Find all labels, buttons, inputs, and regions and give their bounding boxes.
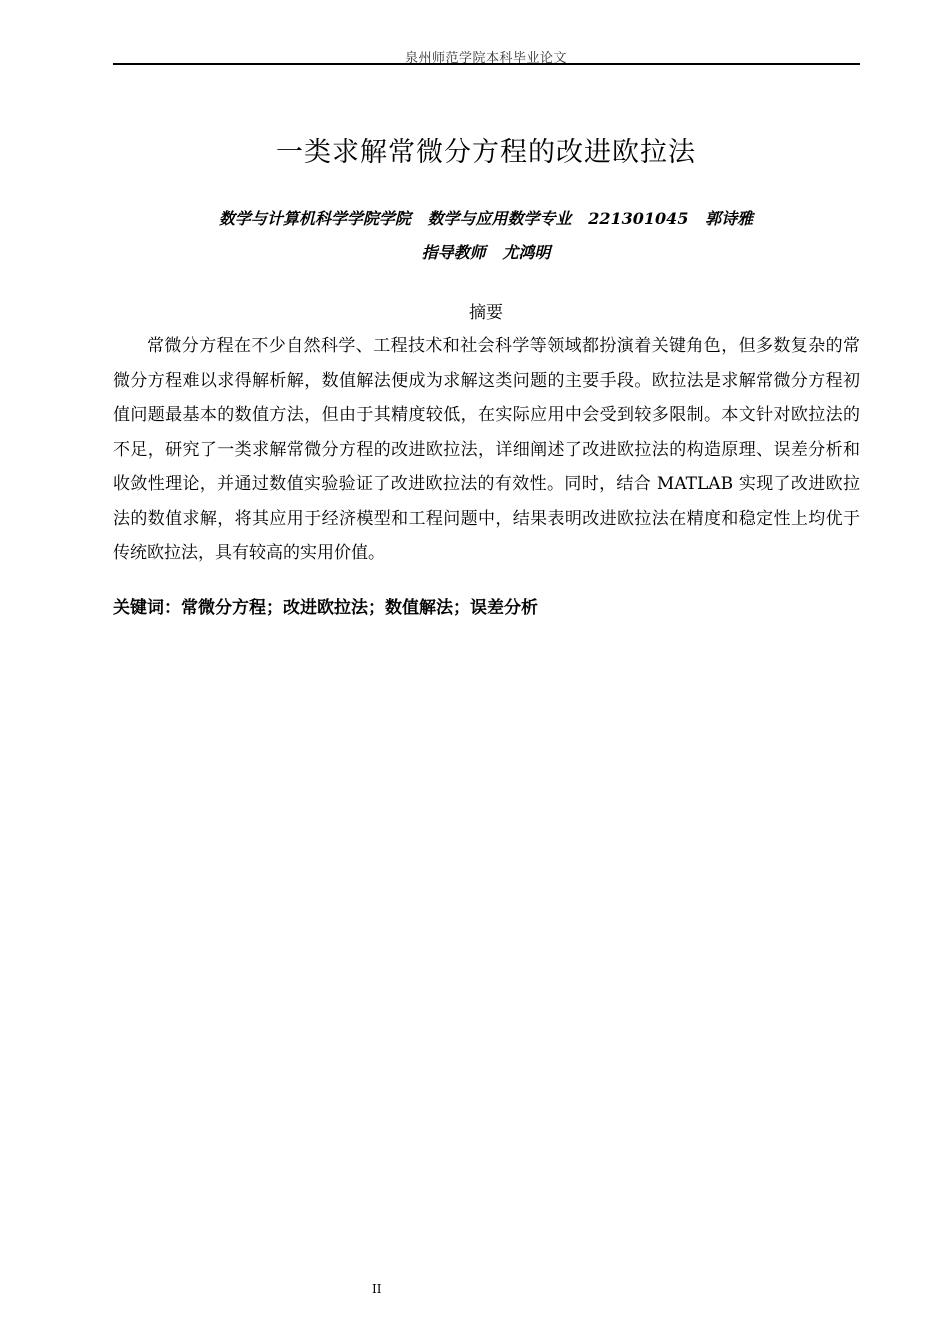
abstract-body: 常微分方程在不少自然科学、工程技术和社会科学等领域都扮演着关键角色，但多数复杂的常微分方程难以求得解析解，数值解法便成为求解这类问题的主要手段。欧拉法是求解常微分方程初值问题最基本的数值方法，但由于其精度较低，在实际应用中会受到较多限制。本文针对欧拉法的不足，研究了一类求解常微分方程的改进欧拉法，详细阐述了改进欧拉法的构造原理、误差分析和收敛性理论，并通过数值实验验证了改进欧拉法的有效性。同时，结合 MATLAB 实现了改进欧拉法的数值求解，将其应用于经济模型和工程问题中，结果表明改进欧拉法在精度和稳定性上均优于传统欧拉法，具有较高的实用价值。 — [113, 336, 860, 563]
paper-title: 一类求解常微分方程的改进欧拉法 — [276, 137, 696, 168]
page-number: II — [372, 1282, 382, 1296]
running-header: 泉州师范学院本科毕业论文 — [404, 51, 567, 66]
abstract-heading: 摘要 — [469, 303, 503, 323]
author-info: 数学与计算机科学学院学院 数学与应用数学专业 221301045 郭诗雅 — [218, 209, 754, 228]
keywords: 关键词：常微分方程；改进欧拉法；数值解法；误差分析 — [113, 598, 538, 618]
header-divider — [113, 63, 860, 65]
advisor-info: 指导教师 尤鸿明 — [421, 243, 551, 262]
